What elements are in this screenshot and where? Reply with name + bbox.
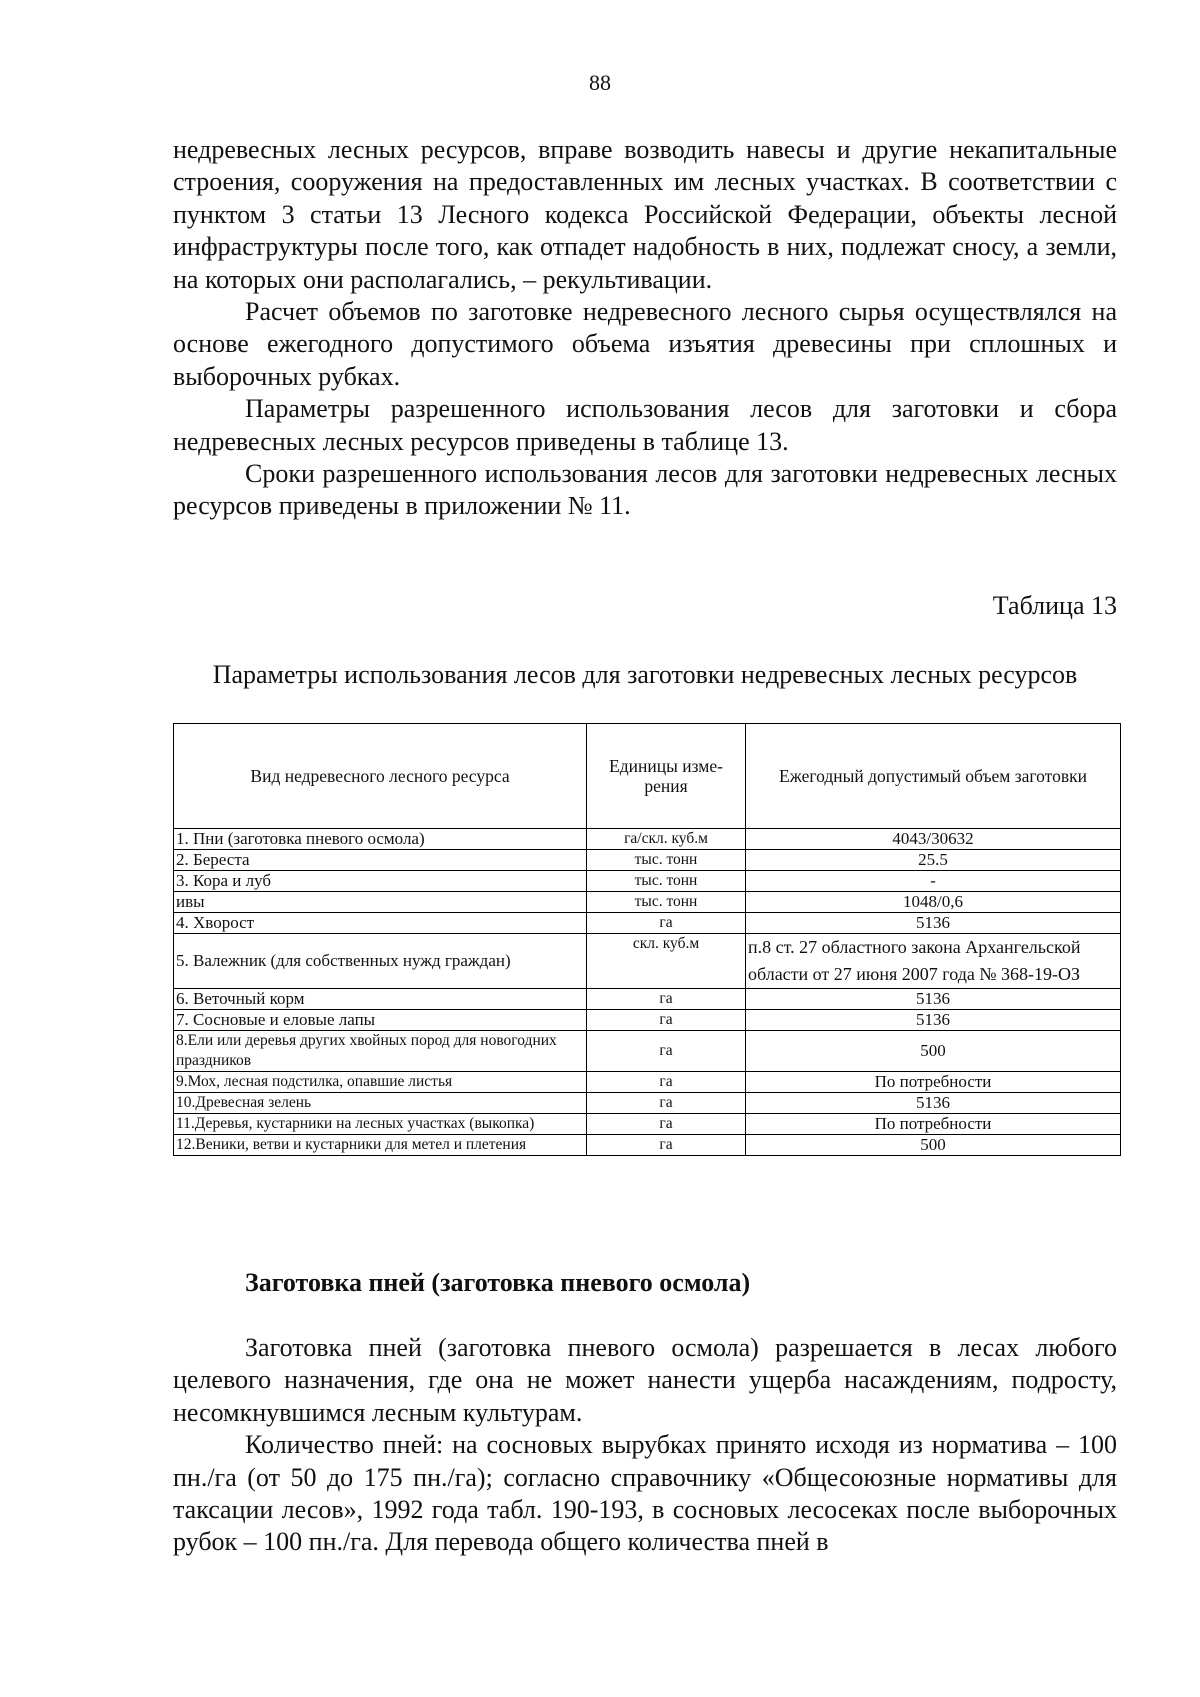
row-volume: 5136 — [746, 989, 1121, 1010]
row-volume: 5136 — [746, 1010, 1121, 1031]
row-unit: га — [587, 1114, 746, 1135]
row-volume: 5136 — [746, 1093, 1121, 1114]
row-unit: га — [587, 1031, 746, 1072]
row-volume: 5136 — [746, 913, 1121, 934]
row-name: 11.Деревья, кустарники на лесных участках (выкопка) — [174, 1114, 587, 1135]
row-volume: 4043/30632 — [746, 829, 1121, 850]
row-unit: га — [587, 1072, 746, 1093]
row-unit: га — [587, 1010, 746, 1031]
table-row — [174, 1010, 1121, 1031]
table-row — [174, 871, 1121, 892]
header-unit: Единицы изме- рения — [587, 724, 746, 829]
row-unit: га/скл. куб.м — [587, 829, 746, 850]
row-name: 1. Пни (заготовка пневого осмола) — [174, 829, 587, 850]
paragraph: Расчет объемов по заготовке недревесного лесного сырья осуществлялся на основе ежегодного допустимого объема изъятия древесины при сплошных и выборочных рубках. — [173, 297, 1117, 391]
row-name: 7. Сосновые и еловые лапы — [174, 1010, 587, 1031]
table-row — [174, 989, 1121, 1010]
row-volume: 500 — [746, 1031, 1121, 1072]
row-name: 8.Ели или деревья других хвойных пород для новогодних праздников — [174, 1031, 587, 1072]
section-heading: Заготовка пней (заготовка пневого осмола) — [245, 1268, 751, 1297]
row-unit: га — [587, 913, 746, 934]
row-unit: тыс. тонн — [587, 850, 746, 871]
body-text-top — [173, 134, 1117, 523]
row-volume: - — [746, 871, 1121, 892]
row-volume: 1048/0,6 — [746, 892, 1121, 913]
table-row — [174, 1114, 1121, 1135]
row-unit: га — [587, 1093, 746, 1114]
header-volume: Ежегодный допустимый объем заготовки — [746, 724, 1121, 829]
table-label: Таблица 13 — [992, 591, 1117, 620]
row-unit: га — [587, 989, 746, 1010]
row-volume: По потребности — [746, 1072, 1121, 1093]
row-unit: га — [587, 1135, 746, 1156]
row-volume: п.8 ст. 27 областного закона Архангельской области от 27 июня 2007 года № 368-19-ОЗ — [746, 934, 1121, 989]
table-row — [174, 913, 1121, 934]
row-name: 4. Хворост — [174, 913, 587, 934]
row-name: 2. Береста — [174, 850, 587, 871]
table-row — [174, 1072, 1121, 1093]
table-row — [174, 934, 1121, 989]
table-row — [174, 892, 1121, 913]
paragraph: Заготовка пней (заготовка пневого осмола) разрешается в лесах любого целевого назначения, где она не может нанести ущерба насаждениям, подросту, несомкнувшимся лесным культурам. — [173, 1333, 1117, 1427]
row-unit: тыс. тонн — [587, 871, 746, 892]
parameters-table — [173, 723, 1121, 1156]
row-name: 9.Мох, лесная подстилка, опавшие листья — [174, 1072, 587, 1093]
body-text-bottom — [173, 1332, 1117, 1559]
table-row — [174, 850, 1121, 871]
table-row — [174, 1031, 1121, 1072]
paragraph: Параметры разрешенного использования лесов для заготовки и сбора недревесных лесных ресурсов приведены в таблице 13. — [173, 394, 1117, 456]
row-name: 5. Валежник (для собственных нужд граждан) — [174, 934, 587, 989]
paragraph: Количество пней: на сосновых вырубках принято исходя из норматива – 100 пн./га (от 50 до 175 пн./га); согласно справочнику «Общесоюзные нормативы для таксации лесов», 1992 года табл. 190-193, в сосновых лесосеках после выборочных рубок – 100 пн./га. Для перевода общего количества пней в — [173, 1430, 1117, 1557]
table-row — [174, 1093, 1121, 1114]
paragraph: недревесных лесных ресурсов, вправе возводить навесы и другие некапитальные строения, сооружения на предоставленных им лесных участках. В соответствии с пунктом 3 статьи 13 Лесного кодекса Российской Федерации, объекты лесной инфраструктуры после того, как отпадет надобность в них, подлежат сносу, а земли, на которых они располагались, – рекультивации. — [173, 135, 1117, 294]
row-unit: скл. куб.м — [587, 934, 746, 989]
table-row — [174, 1135, 1121, 1156]
row-name: 12.Веники, ветви и кустарники для метел и плетения — [174, 1135, 587, 1156]
row-unit: тыс. тонн — [587, 892, 746, 913]
row-name: ивы — [174, 892, 587, 913]
header-resource: Вид недревесного лесного ресурса — [174, 724, 587, 829]
row-name: 10.Древесная зелень — [174, 1093, 587, 1114]
row-name: 3. Кора и луб — [174, 871, 587, 892]
page-number: 88 — [589, 70, 611, 95]
row-name: 6. Веточный корм — [174, 989, 587, 1010]
paragraph: Сроки разрешенного использования лесов для заготовки недревесных лесных ресурсов приведены в приложении № 11. — [173, 459, 1117, 521]
row-volume: 25.5 — [746, 850, 1121, 871]
table-title: Параметры использования лесов для заготовки недревесных лесных ресурсов — [212, 660, 1078, 689]
table-row — [174, 829, 1121, 850]
table-header-row — [174, 724, 1121, 829]
row-volume: 500 — [746, 1135, 1121, 1156]
row-volume: По потребности — [746, 1114, 1121, 1135]
